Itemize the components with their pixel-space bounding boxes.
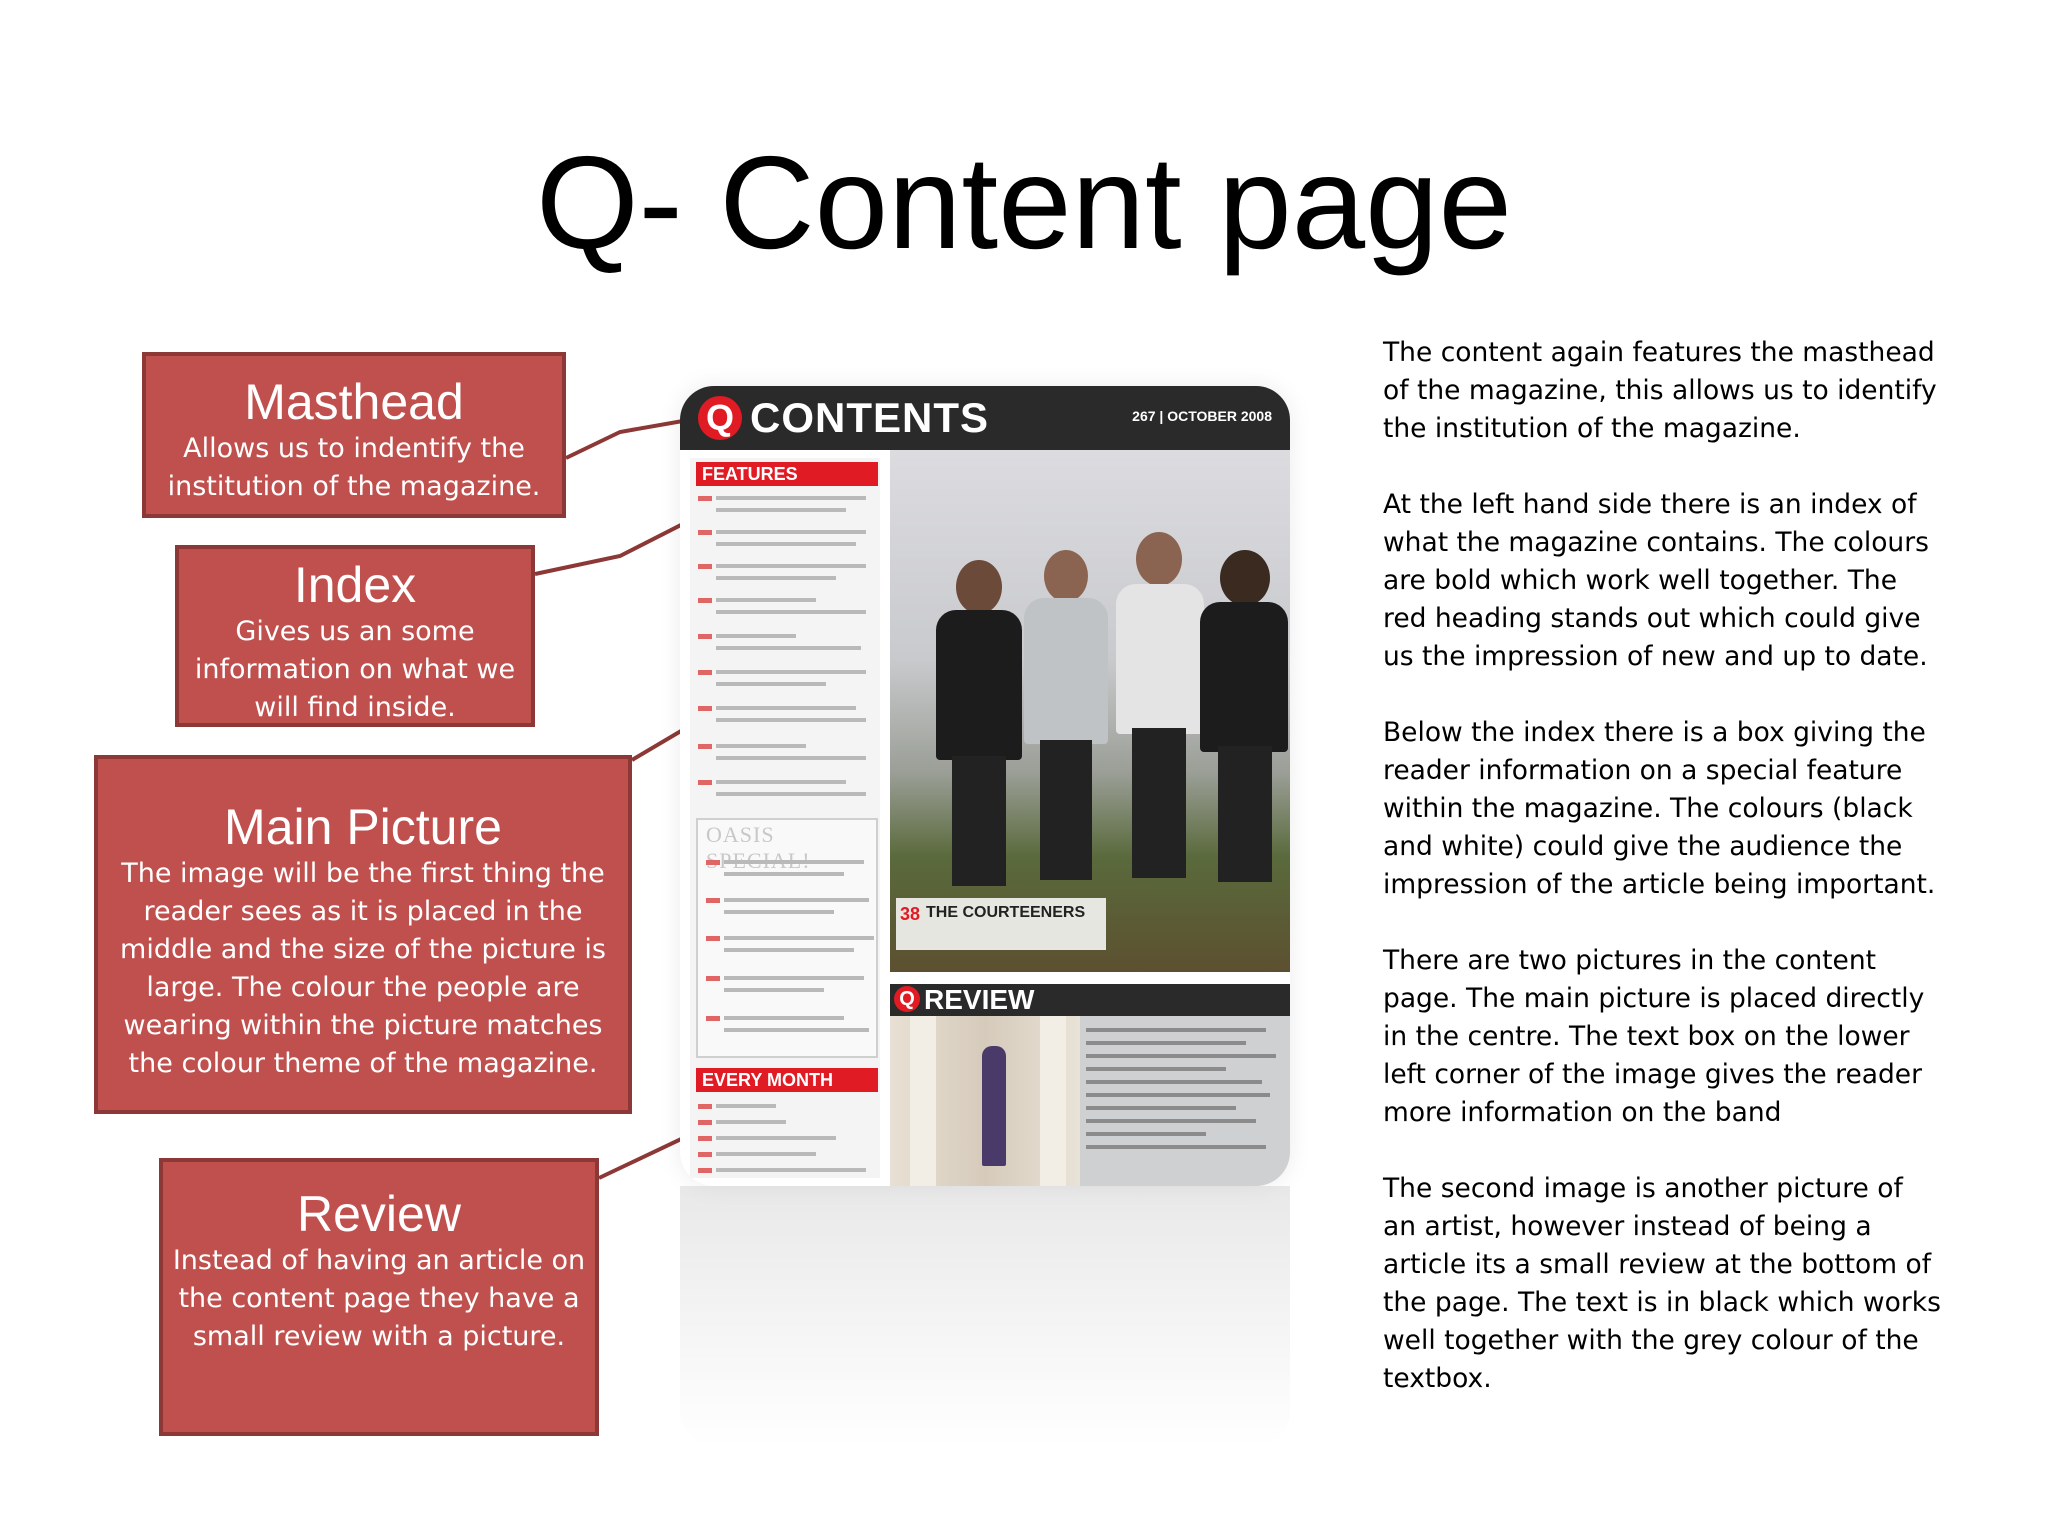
masthead-callout [142,352,566,518]
review-callout-text: Instead of having an article on the content page they have a small review with a picture. [172,1245,586,1352]
review-text-lines [1086,1028,1286,1158]
slide-title: Q- Content page [536,129,1512,276]
review-callout-heading: Review [297,1186,461,1242]
photo-caption-box [896,898,1106,950]
index-callout-heading: Index [293,557,417,613]
band-photo [890,450,1290,972]
masthead-callout-text: Allows us to indentify the institution of the magazine. [167,433,541,502]
artist-figure [982,1046,1006,1166]
magazine-masthead-bar [680,386,1290,450]
analysis-paragraph: The second image is another picture of an artist, however instead of being a article its a small review at the bottom of the page. The text is in black which works well together with the grey colour of the textbox. [1383,1173,1941,1394]
oasis-special-heading: OASIS [706,822,775,847]
analysis-paragraph: At the left hand side there is an index of what the magazine contains. The colours are bold which work well together. The red heading stands out which could give us the impression of new and up to date. [1383,489,1929,672]
magazine-issue-label: 267 | OCTOBER 2008 [1132,408,1272,424]
magazine-contents-image [680,386,1290,1186]
q-logo-icon: Q [698,396,742,440]
main-picture-callout [94,755,632,1114]
index-callout-text: Gives us an some information on what we will find inside. [194,616,516,723]
q-logo-small-icon: Q [894,986,920,1012]
review-panel [890,1016,1290,1186]
magazine-contents-title: CONTENTS [750,394,989,441]
review-header-bar [890,984,1290,1016]
review-photo [890,1016,1080,1186]
magazine-index [690,458,880,1178]
caption-title: THE COURTEENERS [926,904,1086,921]
oasis-special-box [696,818,878,1058]
analysis-paragraph: There are two pictures in the content page. The main picture is placed directly in the centre. The text box on the lower left corner of the image gives the reader more information on the band [1383,945,1925,1128]
analysis-paragraph: Below the index there is a box giving the reader information on a special feature within the magazine. The colours (black and white) could give the audience the impression of the article being important. [1383,717,1936,900]
magazine-reflection [680,1186,1290,1446]
masthead-callout-heading: Masthead [244,374,464,430]
caption-page-number: 38 [900,904,921,924]
every-month-heading: EVERY MONTH [696,1068,878,1092]
review-title: REVIEW [924,984,1035,1015]
main-picture-callout-heading: Main Picture [224,799,502,855]
review-callout [159,1158,599,1436]
analysis-paragraph: The content again features the masthead of the magazine, this allows us to identify the institution of the magazine. [1383,337,1937,444]
index-callout [175,545,535,727]
analysis-text [1383,334,1943,1436]
main-picture-callout-text: The image will be the first thing the reader sees as it is placed in the middle and the size of the picture is large. The colour the people are wearing within the picture matches the colour theme of the magazine. [120,858,606,1079]
features-heading: FEATURES [696,462,878,486]
